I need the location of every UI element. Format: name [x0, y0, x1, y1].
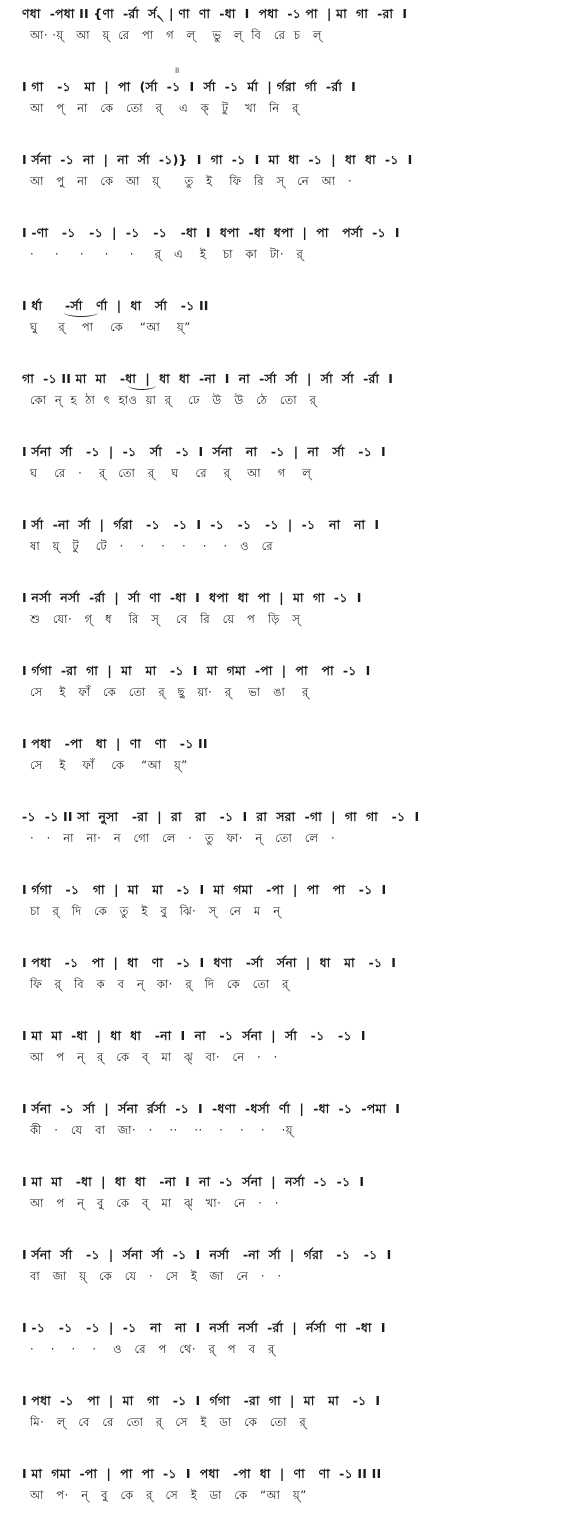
slur-mark — [128, 381, 156, 390]
notation-line-3 — [22, 152, 562, 189]
notation-line-15 — [22, 1028, 562, 1065]
notation-line-10 — [22, 663, 562, 700]
notation-line-1 — [22, 6, 562, 43]
lyric-row: ঘু র্ পা কে “আ য়্” — [30, 320, 191, 334]
swara-row: I র্সনা র্সা -১ | র্সনা র্সা -১ I নর্সা -না র্সা | র্গরা -১ -১ I — [22, 1247, 392, 1262]
lyric-row: আ প্ না কে তো র্ এ ক্ টু খা নি র্ — [30, 101, 299, 115]
dot-mark: ॥ — [174, 66, 180, 76]
notation-line-7 — [22, 444, 562, 481]
swara-row: I পধা -১ পা | ধা ণা -১ I ধণা -র্সা র্সনা | ধা মা -১ I — [22, 955, 397, 970]
swara-row: I নর্সা নর্সা -র্রা | র্সা ণা -ধা I ধপা ধা পা | মা গা -১ I — [22, 590, 362, 605]
lyric-row: ফি র্ বি ক ব ন্ কা· র্ দি কে তো র্ — [30, 977, 290, 991]
swara-row: ণধা -পধা II {ণা -র্রা র্স৲ | ণা ণা -ধা I পধা -১ পা | মা গা -রা I — [22, 6, 408, 21]
lyric-row: সে ই ফাঁ কে “আ য়্” — [30, 758, 188, 772]
notation-line-21 — [22, 1466, 562, 1503]
lyric-row: ঘ রে · র্ তো র্ ঘ রে র্ আ গ ল্ — [30, 466, 312, 480]
swara-row: I র্ধা -র্সা র্ণা | ধা র্সা -১ II — [22, 298, 209, 313]
slur-mark — [64, 308, 98, 317]
notation-line-20 — [22, 1393, 562, 1430]
notation-line-13 — [22, 882, 562, 919]
lyric-row: কো ন্ হ ঠা ৎ হাও য়া র্ ঢে উ উ ঠে তো র্ — [30, 393, 317, 407]
swara-row: I র্সনা র্সা -১ | -১ র্সা -১ I র্সনা না -১ | না র্সা -১ I — [22, 444, 386, 459]
notation-line-11 — [22, 736, 562, 773]
notation-line-12 — [22, 809, 562, 846]
notation-line-2 — [22, 79, 562, 116]
notation-line-18 — [22, 1247, 562, 1284]
swara-row: I -১ -১ -১ | -১ না না I নর্সা নর্সা -র্রা | র্নর্সা ণা -ধা I — [22, 1320, 386, 1335]
lyric-row: চা র্ দি কে তু ই বু ঝি· স্ নে ম ন্ — [30, 904, 281, 918]
lyric-row: আ প· ন্ বু কে র্ সে ই ডা কে “আ য়্” — [30, 1488, 307, 1502]
swara-row: I র্গগা -রা গা | মা মা -১ I মা গমা -পা | পা পা -১ I — [22, 663, 371, 678]
notation-line-9 — [22, 590, 562, 627]
swara-row: I র্সনা -১ না | না র্সা -১)} I গা -১ I মা ধা -১ | ধা ধা -১ I — [22, 152, 413, 167]
lyric-row: মি· ল্ বে রে তো র্ সে ই ডা কে তো র্ — [30, 1415, 307, 1429]
lyric-row: শু যো· গ্ ধ রি স্ বে রি য়ে প ড়ি স্ — [30, 612, 301, 626]
lyric-row: আ প ন্ র্ কে ব্ মা ঝ্ বা· নে · · — [30, 1050, 278, 1064]
notation-line-5 — [22, 298, 562, 335]
lyric-row: · · · · ও রে প থে· র্ প ব র্ — [30, 1342, 275, 1356]
notation-line-19 — [22, 1320, 562, 1357]
swara-row: গা -১ II মা মা -ধা | ধা ধা -না I না -র্সা র্সা | র্সা র্সা -র্রা I — [22, 371, 394, 386]
swara-row: I পধা -পা ধা | ণা ণা -১ II — [22, 736, 208, 751]
swara-row: I মা গমা -পা | পা পা -১ I পধা -পা ধা | ণা ণা -১ II II — [22, 1466, 382, 1481]
swara-row: I -ণা -১ -১ | -১ -১ -ধা I ধপা -ধা ধপা | পা পর্সা -১ I — [22, 225, 400, 240]
swara-row: I মা মা -ধা | ধা ধা -না I না -১ র্সনা | র্সা -১ -১ I — [22, 1028, 366, 1043]
swara-row: -১ -১ II সা নুসা -রা | রা রা -১ I রা সরা -গা | গা গা -১ I — [22, 809, 420, 824]
swara-row: I মা মা -ধা | ধা ধা -না I না -১ র্সনা | নর্সা -১ -১ I — [22, 1174, 365, 1189]
lyric-row: আ· ·য়্ আ য়্ রে পা গ ল্ ভু ল্ বি রে চ ল্ — [30, 28, 322, 42]
notation-line-14 — [22, 955, 562, 992]
lyric-row: · · না না· ন গো লে · তু ফা· ন্ তো লে · — [30, 831, 336, 845]
lyric-row: সে ই ফাঁ কে তো র্ ছু য়া· র্ ভা ঙা র্ — [30, 685, 309, 699]
swara-row: I গা -১ মা | পা (র্সা -১ I র্সা -১ র্মা | র্গরা র্গা -র্রা I — [22, 79, 356, 94]
lyric-row: · · · · · র্ এ ই চা কা টা· র্ — [30, 247, 304, 261]
swara-row: I র্সা -না র্সা | র্গরা -১ -১ I -১ -১ -১ | -১ না না I — [22, 517, 380, 532]
lyric-row: আ প ন্ বু কে ব্ মা ঝ্ খা· নে · · — [30, 1196, 280, 1210]
lyric-row: বা জা য়্ কে যে · সে ই জা নে · · — [30, 1269, 282, 1283]
swara-row: I পধা -১ পা | মা গা -১ I র্গগা -রা গা | মা মা -১ I — [22, 1393, 381, 1408]
notation-line-8 — [22, 517, 562, 554]
swara-row: I র্গগা -১ গা | মা মা -১ I মা গমা -পা | পা পা -১ I — [22, 882, 387, 897]
lyric-row: ষা য়্ টু টে · · · · · · ও রে — [30, 539, 274, 553]
notation-line-4 — [22, 225, 562, 262]
notation-line-17 — [22, 1174, 562, 1211]
notation-line-6 — [22, 371, 562, 408]
lyric-row: আ পু না কে আ য়্ তু ই ফি রি স্ নে আ · — [30, 174, 353, 188]
swara-row: I র্সনা -১ র্সা | র্সনা র্রর্সা -১ I -ধণা -ধর্সা র্ণা | -ধা -১ -পমা I — [22, 1101, 401, 1116]
lyric-row: কী · যে বা জা· · ·· ·· · · · ·য়্ — [30, 1123, 294, 1137]
notation-line-16 — [22, 1101, 562, 1138]
